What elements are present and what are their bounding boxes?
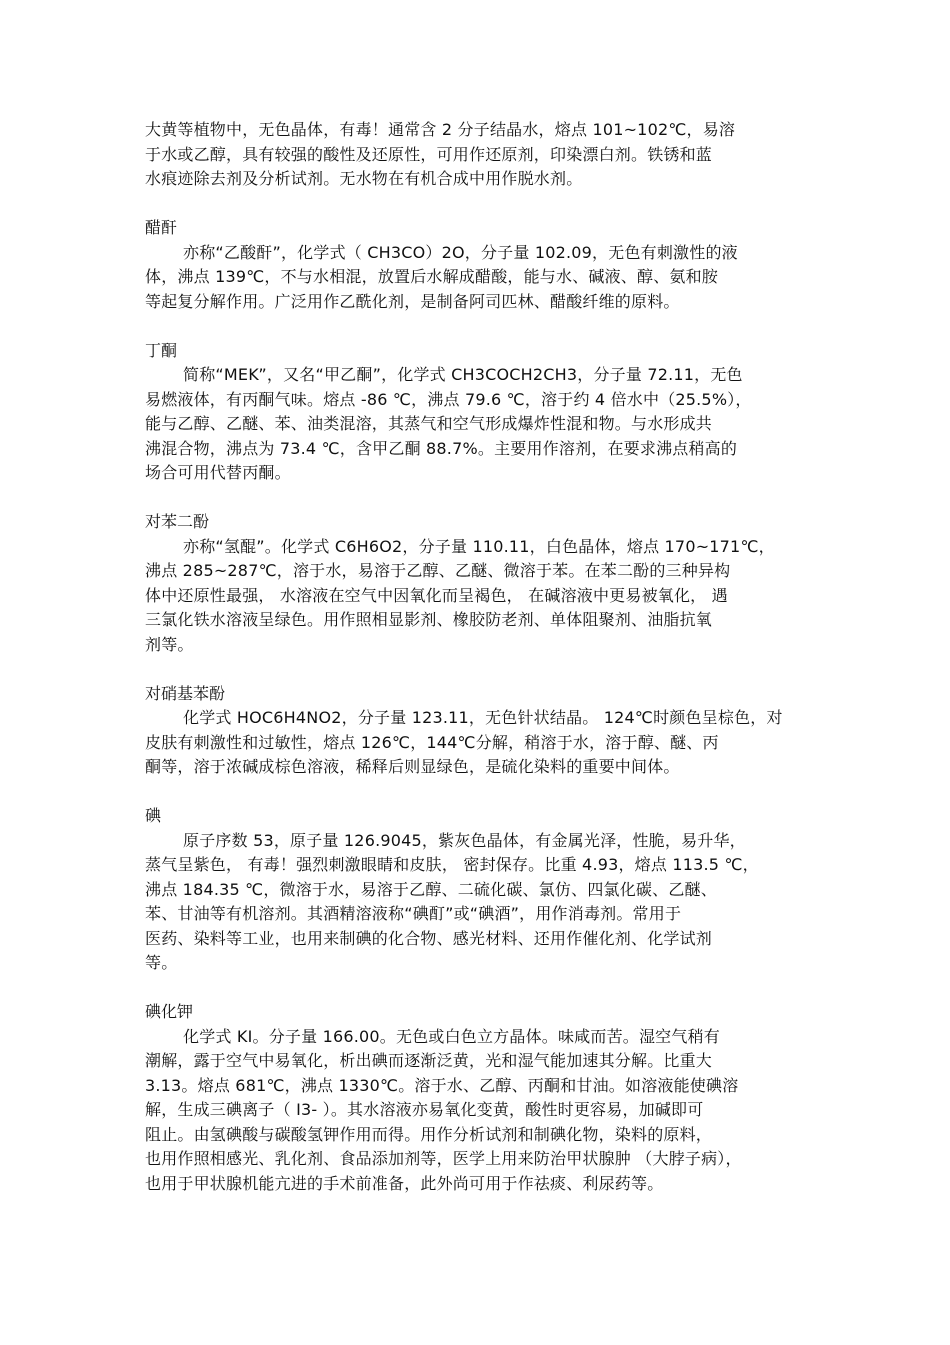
text-line: 水痕迹除去剂及分析试剂。无水物在有机合成中用作脱水剂。 <box>145 169 583 188</box>
text-line: 剂等。 <box>145 634 194 654</box>
text-line: 原子序数 53，原子量 126.9045，紫灰色晶体，有金属光泽，性脆，易升华， <box>183 830 746 850</box>
section-title: 醋酐 <box>145 218 178 237</box>
text-line: 沸混合物，沸点为 73.4 ℃，含甲乙酮 88.7%。主要用作溶剂，在要求沸点稍高的 <box>145 438 738 458</box>
text-line: 医药、染料等工业，也用来制碘的化合物、感光材料、还用作催化剂、化学试剂 <box>145 928 713 948</box>
section-title: 丁酮 <box>145 340 178 360</box>
text-line: 3.13。熔点 681℃，沸点 1330℃。溶于水、乙醇、丙酮和甘油。如溶液能使碘溶 <box>145 1075 739 1095</box>
section-title: 碘 <box>145 806 162 825</box>
text-line: 皮肤有刺激性和过敏性，熔点 126℃，144℃分解，稍溶于水，溶于醇、醚、丙 <box>145 732 719 752</box>
intro-paragraph <box>145 118 815 192</box>
document-body <box>145 118 815 1196</box>
text-line: 酮等，溶于浓碱成棕色溶液，稀释后则显绿色，是硫化染料的重要中间体。 <box>145 757 680 776</box>
text-line: 亦称“氢醌”。化学式 C6H6O2，分子量 110.11，白色晶体，熔点 170~171℃， <box>183 536 775 556</box>
text-line: 体，沸点 139℃，不与水相混，放置后水解成醋酸，能与水、碱液、醇、氨和胺 <box>145 267 718 286</box>
section-iodine <box>145 804 815 976</box>
text-line: 苯、甘油等有机溶剂。其酒精溶液称“碘酊”或“碘酒”，用作消毒剂。常用于 <box>145 904 682 923</box>
text-line: 化学式 HOC6H4NO2，分子量 123.11，无色针状结晶。 124℃时颜色呈棕色，对 <box>183 708 783 727</box>
text-line: 等。 <box>145 953 178 972</box>
text-line: 等起复分解作用。广泛用作乙酰化剂，是制备阿司匹林、醋酸纤维的原料。 <box>145 291 680 311</box>
text-line: 于水或乙醇，具有较强的酸性及还原性，可用作还原剂，印染漂白剂。铁锈和蓝 <box>145 144 713 164</box>
text-line: 亦称“乙酸酐”，化学式（ CH3CO）2O，分子量 102.09，无色有刺激性的液 <box>183 242 738 262</box>
text-line: 沸点 285~287℃，溶于水，易溶于乙醇、乙醚、微溶于苯。在苯二酚的三种异构 <box>145 561 731 580</box>
text-line: 易燃液体，有丙酮气味。熔点 -86 ℃，沸点 79.6 ℃，溶于约 4 倍水中（25.5%）， <box>145 389 752 409</box>
text-line: 三氯化铁水溶液呈绿色。用作照相显影剂、橡胶防老剂、单体阻聚剂、油脂抗氧 <box>145 610 713 629</box>
text-line: 化学式 KI。分子量 166.00。无色或白色立方晶体。味咸而苦。湿空气稍有 <box>183 1026 720 1046</box>
text-line: 简称“MEK”，又名“甲乙酮”，化学式 CH3COCH2CH3，分子量 72.11，无色 <box>183 365 743 384</box>
text-line: 蒸气呈紫色， 有毒！强烈刺激眼睛和皮肤， 密封保存。比重 4.93，熔点 113.5 ℃， <box>145 855 759 874</box>
text-line: 大黄等植物中，无色晶体，有毒！通常含 2 分子结晶水，熔点 101~102℃，易溶 <box>145 120 736 139</box>
text-line: 场合可用代替丙酮。 <box>145 463 291 482</box>
section-p-nitrophenol <box>145 682 815 780</box>
section-hydroquinone <box>145 510 815 657</box>
section-acetic-anhydride <box>145 216 815 314</box>
text-line: 也用于甲状腺机能亢进的手术前准备，此外尚可用于作祛痰、利尿药等。 <box>145 1173 664 1193</box>
text-line: 阻止。由氢碘酸与碳酸氢钾作用而得。用作分析试剂和制碘化物，染料的原料， <box>145 1124 713 1144</box>
text-line: 也用作照相感光、乳化剂、食品添加剂等，医学上用来防治甲状腺肿 （大脖子病）， <box>145 1149 742 1168</box>
text-line: 体中还原性最强， 水溶液在空气中因氧化而呈褐色， 在碱溶液中更易被氧化， 遇 <box>145 585 728 605</box>
text-line: 能与乙醇、乙醚、苯、油类混溶，其蒸气和空气形成爆炸性混和物。与水形成共 <box>145 414 713 433</box>
section-potassium-iodide <box>145 1000 815 1196</box>
section-butanone <box>145 339 815 486</box>
text-line: 潮解，露于空气中易氧化，析出碘而逐渐泛黄，光和湿气能加速其分解。比重大 <box>145 1051 713 1070</box>
section-title: 对硝基苯酚 <box>145 683 226 703</box>
section-title: 碘化钾 <box>145 1002 194 1021</box>
section-title: 对苯二酚 <box>145 512 210 531</box>
text-line: 沸点 184.35 ℃，微溶于水，易溶于乙醇、二硫化碳、氯仿、四氯化碳、乙醚、 <box>145 879 717 899</box>
text-line: 解，生成三碘离子（ I3- ）。其水溶液亦易氧化变黄，酸性时更容易，加碱即可 <box>145 1100 704 1119</box>
